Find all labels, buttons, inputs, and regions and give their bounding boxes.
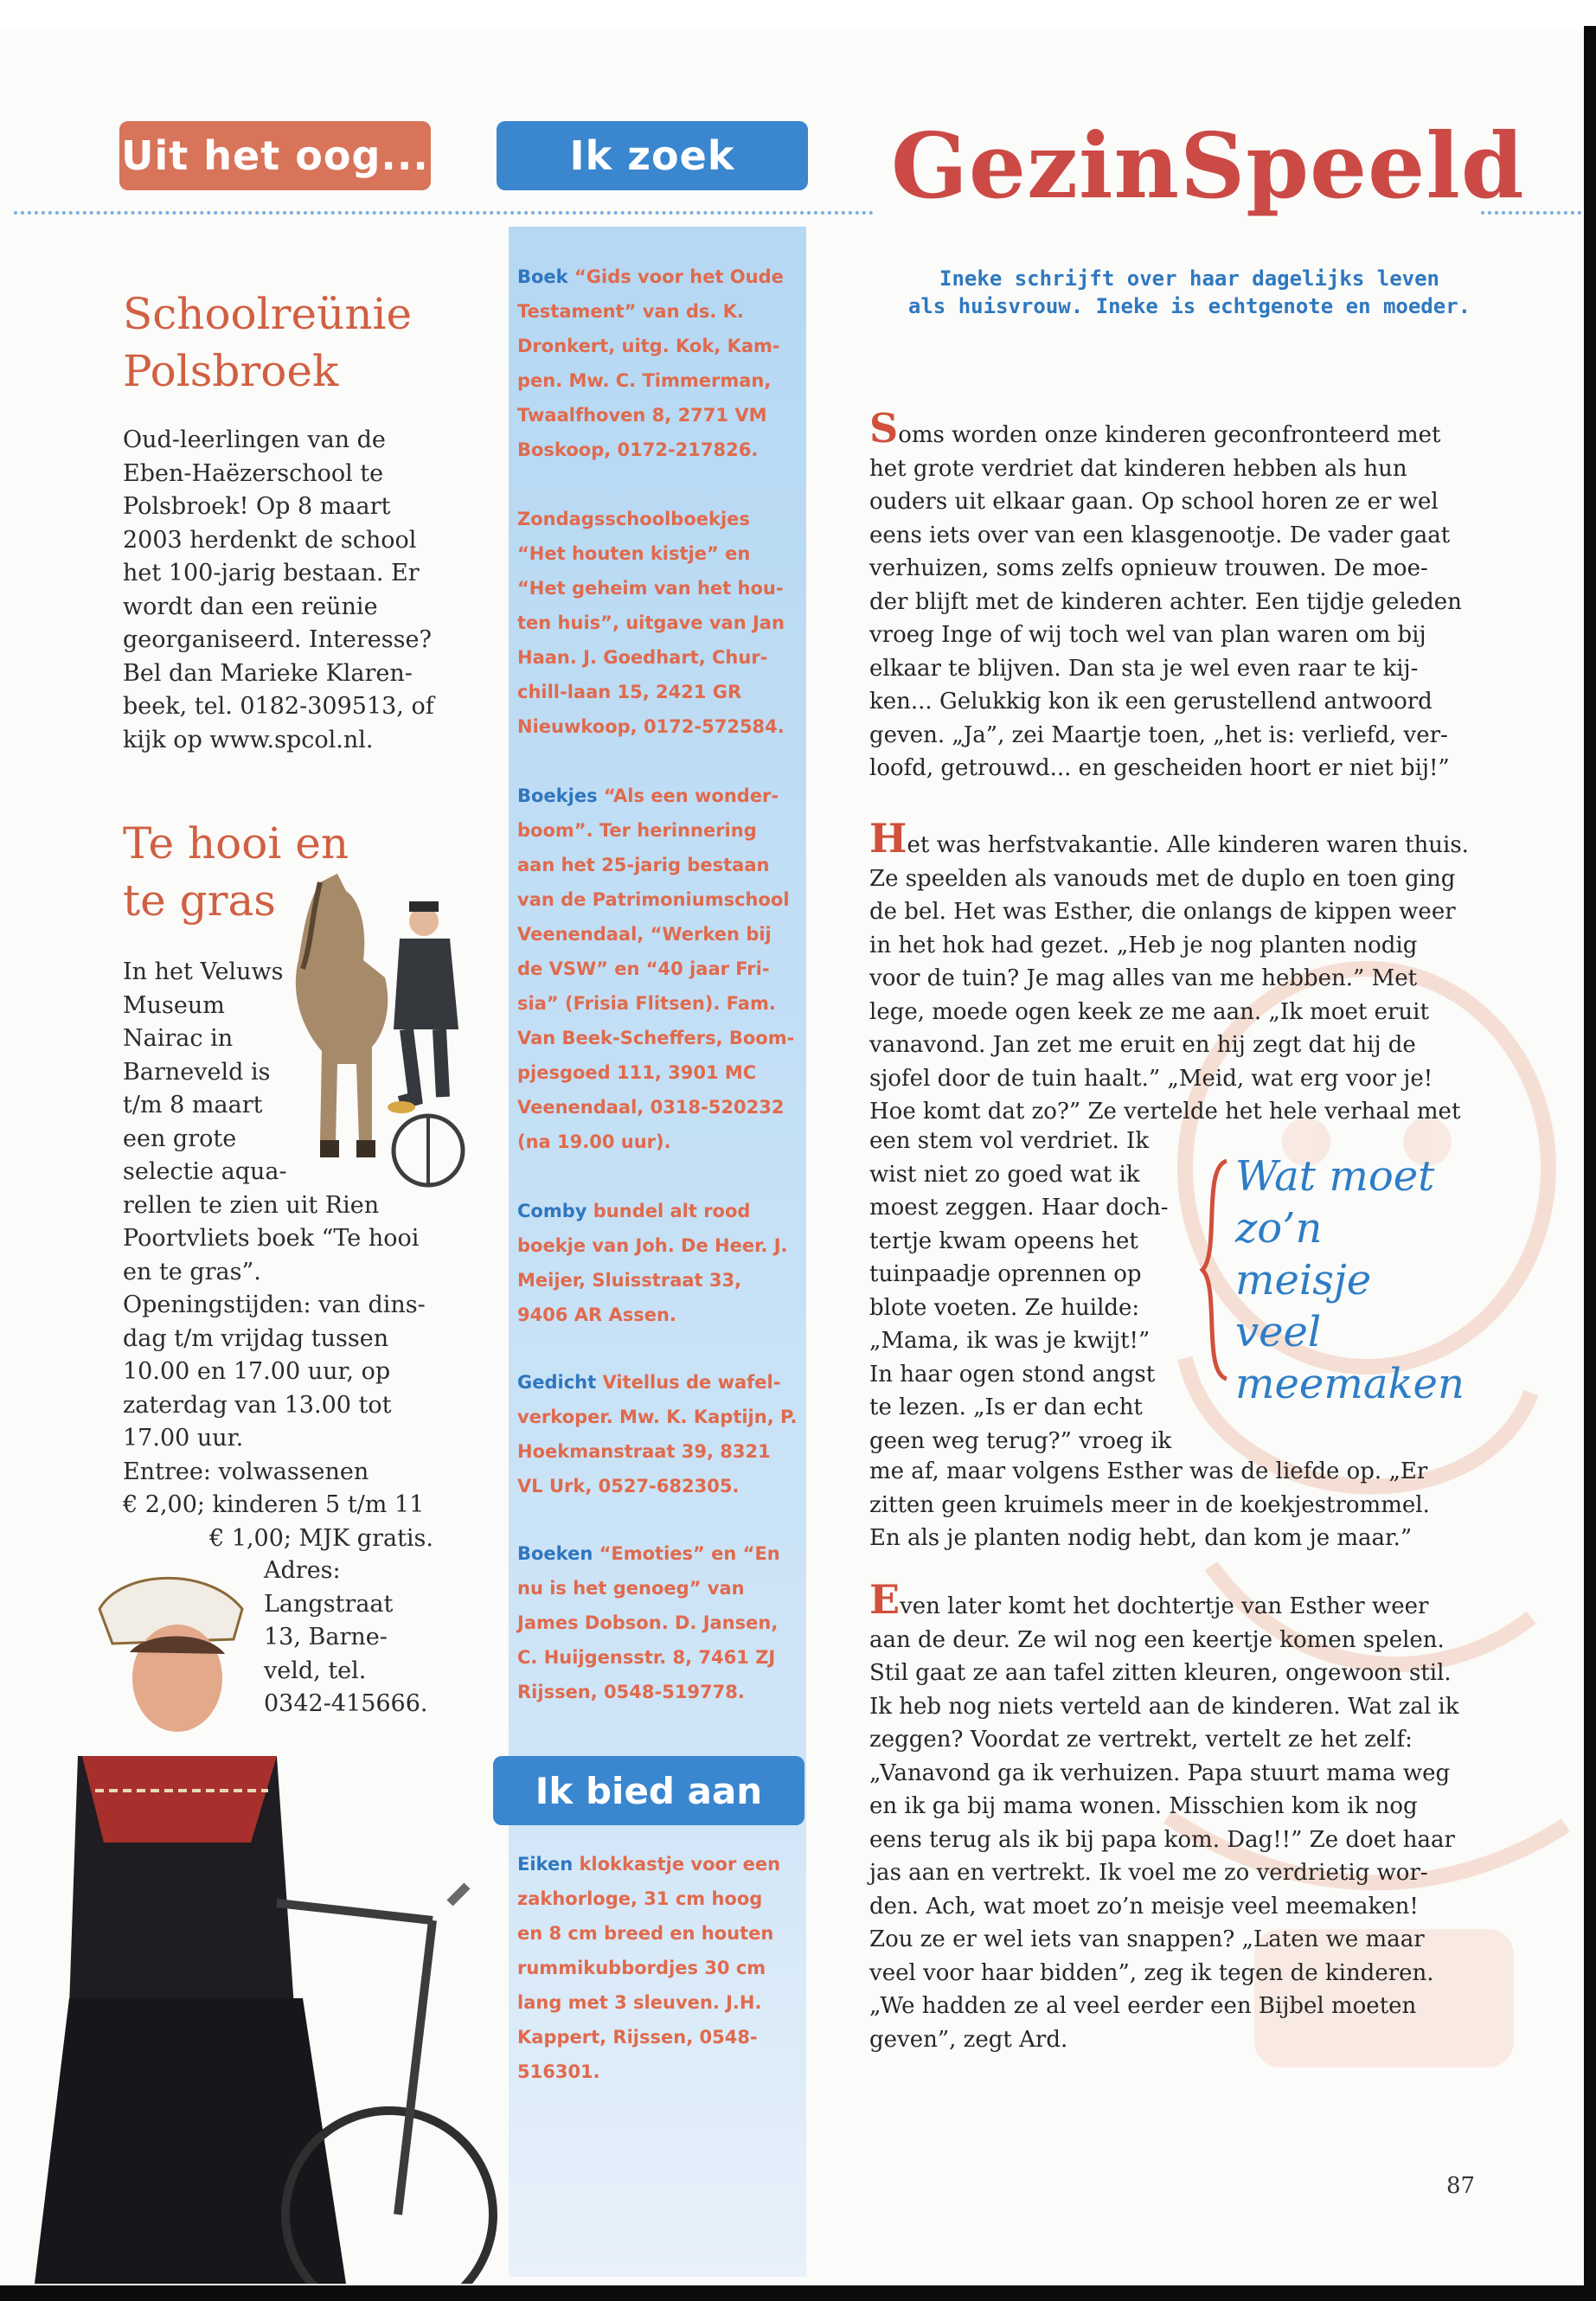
article-paragraph-3	[869, 1576, 1492, 2056]
text-line: 13, Barne-	[264, 1624, 388, 1650]
text-line: Ik heb nog niets verteld aan de kinderen. Wat zal ik	[869, 1693, 1459, 1720]
ad-line: pen. Mw. C. Timmerman,	[517, 370, 772, 391]
text-line: zitten geen kruimels meer in de koekjestrommel.	[869, 1491, 1430, 1518]
text-line: Oud-leerlingen van de	[123, 426, 386, 453]
text-line: „We hadden ze al veel eerder een Bijbel moeten	[869, 1993, 1417, 2019]
text-line: in het hok had gezet. „Heb je nog planten nodig	[869, 932, 1418, 958]
ad-line: Gedicht Vitellus de wafel-	[517, 1372, 781, 1393]
text-line: Polsbroek! Op 8 maart	[123, 493, 391, 520]
text-line: Museum	[123, 991, 225, 1019]
text-line: tuinpaadje oprennen op	[869, 1261, 1142, 1287]
text-line-content: et was herfstvakantie. Alle kinderen waren thuis.	[907, 832, 1469, 858]
ad-line: Eiken klokkastje voor een	[517, 1854, 781, 1875]
drop-cap: S	[869, 405, 899, 452]
text-line: geven”, zegt Ard.	[869, 2026, 1068, 2053]
classified-ad	[517, 502, 803, 744]
text-line: Poortvliets boek “Te hooi	[123, 1225, 420, 1252]
text-line: vroeg Inge of wij toch wel van plan waren om bij	[869, 622, 1426, 648]
text-line: veel voor haar bidden”, zeg ik tegen de kinderen.	[869, 1959, 1434, 1986]
text-line	[869, 405, 1492, 452]
drop-cap: H	[869, 815, 907, 862]
te-hooi-text	[123, 956, 439, 1555]
ad-line: Boekjes “Als een wonder-	[517, 785, 779, 806]
tab-uit-het-oog: Uit het oog...	[119, 121, 431, 190]
ad-line: rummikubbordjes 30 cm	[517, 1958, 766, 1978]
text-line: een grote	[123, 1125, 237, 1152]
text-line: en ik ga bij mama wonen. Misschien kom ik nog	[869, 1793, 1418, 1819]
classified-ad	[517, 779, 803, 1159]
text-line	[869, 1576, 1492, 1624]
ad-line: James Dobson. D. Jansen,	[517, 1612, 779, 1633]
text-line: Stil gaat ze aan tafel zitten kleuren, ongewoon stil.	[869, 1660, 1452, 1686]
classified-ad	[517, 1847, 803, 2089]
text-line: den. Ach, wat moet zo’n meisje veel meemaken!	[869, 1893, 1419, 1920]
ad-line: 9406 AR Assen.	[517, 1304, 676, 1325]
ad-line: “Het houten kistje” en	[517, 543, 751, 564]
text-line: 17.00 uur.	[123, 1425, 244, 1452]
text-line: eens iets over van een klasgenootje. De vader gaat	[869, 522, 1451, 548]
text-line: jas aan en vertrekt. Ik voel me zo verdrietig wor-	[869, 1860, 1428, 1886]
text-line: wist niet zo goed wat ik	[869, 1161, 1140, 1188]
text-line: blote voeten. Ze huilde:	[869, 1294, 1140, 1321]
quote-bracket	[1194, 1157, 1237, 1382]
text-line: georganiseerd. Interesse?	[123, 626, 432, 653]
pull-quote	[1235, 1150, 1465, 1410]
text-line: geven. „Ja”, zei Maartje toen, „het is: verliefd, ver-	[869, 721, 1448, 748]
ad-line: Veenendaal, 0318-520232	[517, 1097, 785, 1118]
text-line: elkaar te blijven. Dan sta je wel even raar te kij-	[869, 655, 1419, 682]
ad-line: Dronkert, uitg. Kok, Kam-	[517, 336, 780, 356]
scan-bottom-border	[0, 2285, 1596, 2301]
text-line: me af, maar volgens Esther was de liefde op. „Er	[869, 1458, 1428, 1484]
dotted-divider	[1481, 211, 1581, 215]
text-line: de bel. Het was Esther, die onlangs de kippen weer	[869, 899, 1456, 925]
article-paragraph-2	[869, 815, 1492, 1129]
ad-line: “Het geheim van het hou-	[517, 578, 784, 599]
page-title: GezinSpeeld	[891, 112, 1525, 219]
ad-line: boekje van Joh. De Heer. J.	[517, 1235, 788, 1256]
text-line: te lezen. „Is er dan echt	[869, 1394, 1143, 1420]
article-paragraph-2-tail	[869, 1455, 1492, 1555]
text-line: ken... Gelukkig kon ik een gerustellend antwoord	[869, 689, 1433, 715]
classified-ad	[517, 1365, 803, 1503]
ad-line: 516301.	[517, 2061, 600, 2082]
classified-ad	[517, 260, 803, 467]
text-line: Eben-Haëzerschool te	[123, 459, 384, 487]
ad-line: Testament” van ds. K.	[517, 301, 744, 322]
intro-line: als huisvrouw. Ineke is echtgenote en moeder.	[907, 294, 1471, 318]
ad-line: ten huis”, uitgave van Jan	[517, 612, 785, 633]
ad-line: de VSW” en “40 jaar Fri-	[517, 958, 770, 979]
text-line: Langstraat	[264, 1590, 394, 1618]
classified-ad	[517, 1536, 803, 1709]
tab-ik-bied-aan: Ik bied aan	[493, 1756, 804, 1825]
ad-line: Twaalfhoven 8, 2771 VM	[517, 405, 767, 426]
text-line: wordt dan een reünie	[123, 593, 378, 620]
text-line: 10.00 en 17.00 uur, op	[123, 1358, 391, 1385]
ad-line: sia” (Frisia Flitsen). Fam.	[517, 993, 776, 1014]
ad-lead-word: Eiken	[517, 1854, 574, 1875]
text-line: aan de deur. Ze wil nog een keertje komen spelen.	[869, 1626, 1445, 1653]
text-line	[869, 815, 1492, 862]
ad-line: Hoekmanstraat 39, 8321	[517, 1441, 771, 1462]
text-line: In haar ogen stond angst	[869, 1361, 1156, 1388]
text-line: een stem vol verdriet. Ik	[869, 1128, 1150, 1154]
quote-line: meisje veel	[1235, 1256, 1372, 1356]
dotted-divider	[14, 211, 874, 215]
page-number: 87	[1446, 2173, 1476, 2199]
article-intro	[865, 265, 1514, 320]
text-line: „Vanavond ga ik verhuizen. Papa stuurt mama weg	[869, 1759, 1451, 1786]
text-line: en te gras”.	[123, 1258, 261, 1285]
quote-line: meemaken	[1235, 1360, 1465, 1408]
text-line: 2003 herdenkt de school	[123, 526, 417, 554]
text-line: € 1,00; MJK gratis.	[209, 1524, 433, 1552]
text-line: moest zeggen. Haar doch-	[869, 1195, 1169, 1221]
text-line-content: oms worden onze kinderen geconfronteerd met	[898, 422, 1441, 448]
ad-line: en 8 cm breed en houten	[517, 1923, 774, 1944]
ad-line: Veenendaal, “Werken bij	[517, 924, 772, 945]
text-line: veld, tel.	[264, 1657, 367, 1684]
text-line: dag t/m vrijdag tussen	[123, 1324, 389, 1352]
drop-cap: E	[869, 1576, 901, 1623]
text-line: geen weg terug?” vroeg ik	[869, 1427, 1172, 1454]
scan-right-border	[1584, 26, 1596, 2301]
quote-line: Wat moet	[1235, 1152, 1435, 1201]
ad-lead-word: Gedicht	[517, 1372, 597, 1393]
tab-ik-zoek: Ik zoek	[497, 121, 808, 190]
ad-line: Boskoop, 0172-217826.	[517, 439, 759, 460]
text-line: zaterdag van 13.00 tot	[123, 1391, 392, 1419]
text-line: € 2,00; kinderen 5 t/m 11	[123, 1491, 425, 1518]
ad-line: Kappert, Rijssen, 0548-	[517, 2027, 758, 2048]
ad-lead-word: Boek	[517, 266, 568, 287]
ad-line: Zondagsschoolboekjes	[517, 509, 750, 529]
text-line: kijk op www.spcol.nl.	[123, 726, 374, 753]
text-line: Openingstijden: van dins-	[123, 1292, 426, 1318]
text-line: En als je planten nodig hebt, dan kom je maar.”	[869, 1525, 1413, 1551]
text-line: lege, moede ogen keek ze me aan. „Ik moet eruit	[869, 998, 1429, 1025]
text-line: loofd, getrouwd... en gescheiden hoort er niet bij!”	[869, 755, 1450, 781]
text-line: het 100-jarig bestaan. Er	[123, 560, 420, 586]
ad-line: zakhorloge, 31 cm hoog	[517, 1888, 763, 1909]
ad-line: Nieuwkoop, 0172-572584.	[517, 716, 785, 737]
ad-line: Van Beek-Scheffers, Boom-	[517, 1028, 795, 1048]
ad-line: van de Patrimoniumschool	[517, 889, 790, 910]
text-line: In het Veluws	[123, 958, 284, 985]
ad-line: Haan. J. Goedhart, Chur-	[517, 647, 768, 668]
ad-line: Meijer, Sluisstraat 33,	[517, 1270, 742, 1291]
article-paragraph-2-wrap	[869, 1125, 1181, 1458]
text-line: zeggen? Voordat ze vertrekt, vertelt ze het zelf:	[869, 1727, 1413, 1753]
scan-top-margin	[0, 0, 1596, 29]
ad-line: Boek “Gids voor het Oude	[517, 266, 784, 287]
text-line: Bel dan Marieke Klaren-	[123, 659, 413, 687]
ad-line: nu is het genoeg” van	[517, 1578, 745, 1599]
ad-line: Boeken “Emoties” en “En	[517, 1543, 780, 1564]
text-line: vanavond. Jan zet me eruit en hij zegt dat hij de	[869, 1032, 1416, 1058]
ad-line: lang met 3 sleuven. J.H.	[517, 1992, 762, 2013]
text-line: beek, tel. 0182-309513, of	[123, 693, 434, 720]
text-line: 0342-415666.	[264, 1690, 428, 1717]
intro-line: Ineke schrijft over haar dagelijks leven	[939, 266, 1439, 291]
heading-schoolreunie: Schoolreünie Polsbroek	[123, 289, 413, 396]
ad-line: pjesgoed 111, 3901 MC	[517, 1062, 757, 1083]
article-paragraph-1	[869, 405, 1492, 785]
text-line: het grote verdriet dat kinderen hebben als hun	[869, 455, 1407, 482]
ad-line: Comby bundel alt rood	[517, 1201, 751, 1221]
text-line-content: ven later komt het dochtertje van Esther weer	[900, 1593, 1429, 1619]
schoolreunie-text	[123, 424, 460, 757]
text-line: t/m 8 maart	[123, 1092, 263, 1118]
ad-line: verkoper. Mw. K. Kaptijn, P.	[517, 1407, 798, 1427]
text-line: rellen te zien uit Rien	[123, 1191, 380, 1219]
text-line: selectie aqua-	[123, 1158, 287, 1185]
ad-lead-word: Boekjes	[517, 785, 598, 806]
text-line: Adres:	[264, 1557, 341, 1584]
text-line: Zou ze er wel iets van snappen? „Laten we maar	[869, 1926, 1425, 1952]
ad-line: VL Urk, 0527-682305.	[517, 1476, 740, 1497]
text-line: Hoe komt dat zo?” Ze vertelde het hele verhaal met	[869, 1099, 1461, 1125]
text-line: Entree: volwassenen	[123, 1458, 369, 1485]
text-line: Nairac in	[123, 1025, 234, 1052]
ad-line: C. Huijgensstr. 8, 7461 ZJ	[517, 1647, 776, 1668]
ad-line: chill-laan 15, 2421 GR	[517, 682, 742, 702]
text-line: Barneveld is	[123, 1058, 271, 1086]
ad-line: (na 19.00 uur).	[517, 1131, 671, 1152]
ad-line: boom”. Ter herinnering	[517, 820, 757, 841]
woman-bicycle-illustration	[17, 1557, 502, 2284]
text-line: der blijft met de kinderen achter. Een tijdje geleden	[869, 588, 1462, 615]
text-line: ouders uit elkaar gaan. Op school horen ze er wel	[869, 489, 1439, 515]
heading-te-hooi-en-te-gras: Te hooi en te gras	[123, 818, 349, 926]
text-line: voor de tuin? Je mag alles van me hebben.” Met	[869, 965, 1418, 991]
text-line: eens terug als ik bij papa kom. Dag!!” Ze doet haar	[869, 1826, 1455, 1853]
text-line: verhuizen, soms zelfs opnieuw trouwen. De moe-	[869, 555, 1428, 581]
quote-line: zo’n	[1235, 1204, 1323, 1253]
text-line: sjofel door de tuin haalt.” „Meid, wat erg voor je!	[869, 1065, 1433, 1092]
ad-line: aan het 25-jarig bestaan	[517, 855, 770, 875]
ad-lead-word: Boeken	[517, 1543, 593, 1564]
ad-line: Rijssen, 0548-519778.	[517, 1682, 745, 1702]
text-line: tertje kwam opeens het	[869, 1227, 1138, 1254]
text-line: Ze speelden als vanouds met de duplo en toen ging	[869, 865, 1456, 892]
text-line: „Mama, ik was je kwijt!”	[869, 1328, 1151, 1354]
classified-ad	[517, 1194, 803, 1332]
ad-lead-word: Comby	[517, 1201, 587, 1221]
